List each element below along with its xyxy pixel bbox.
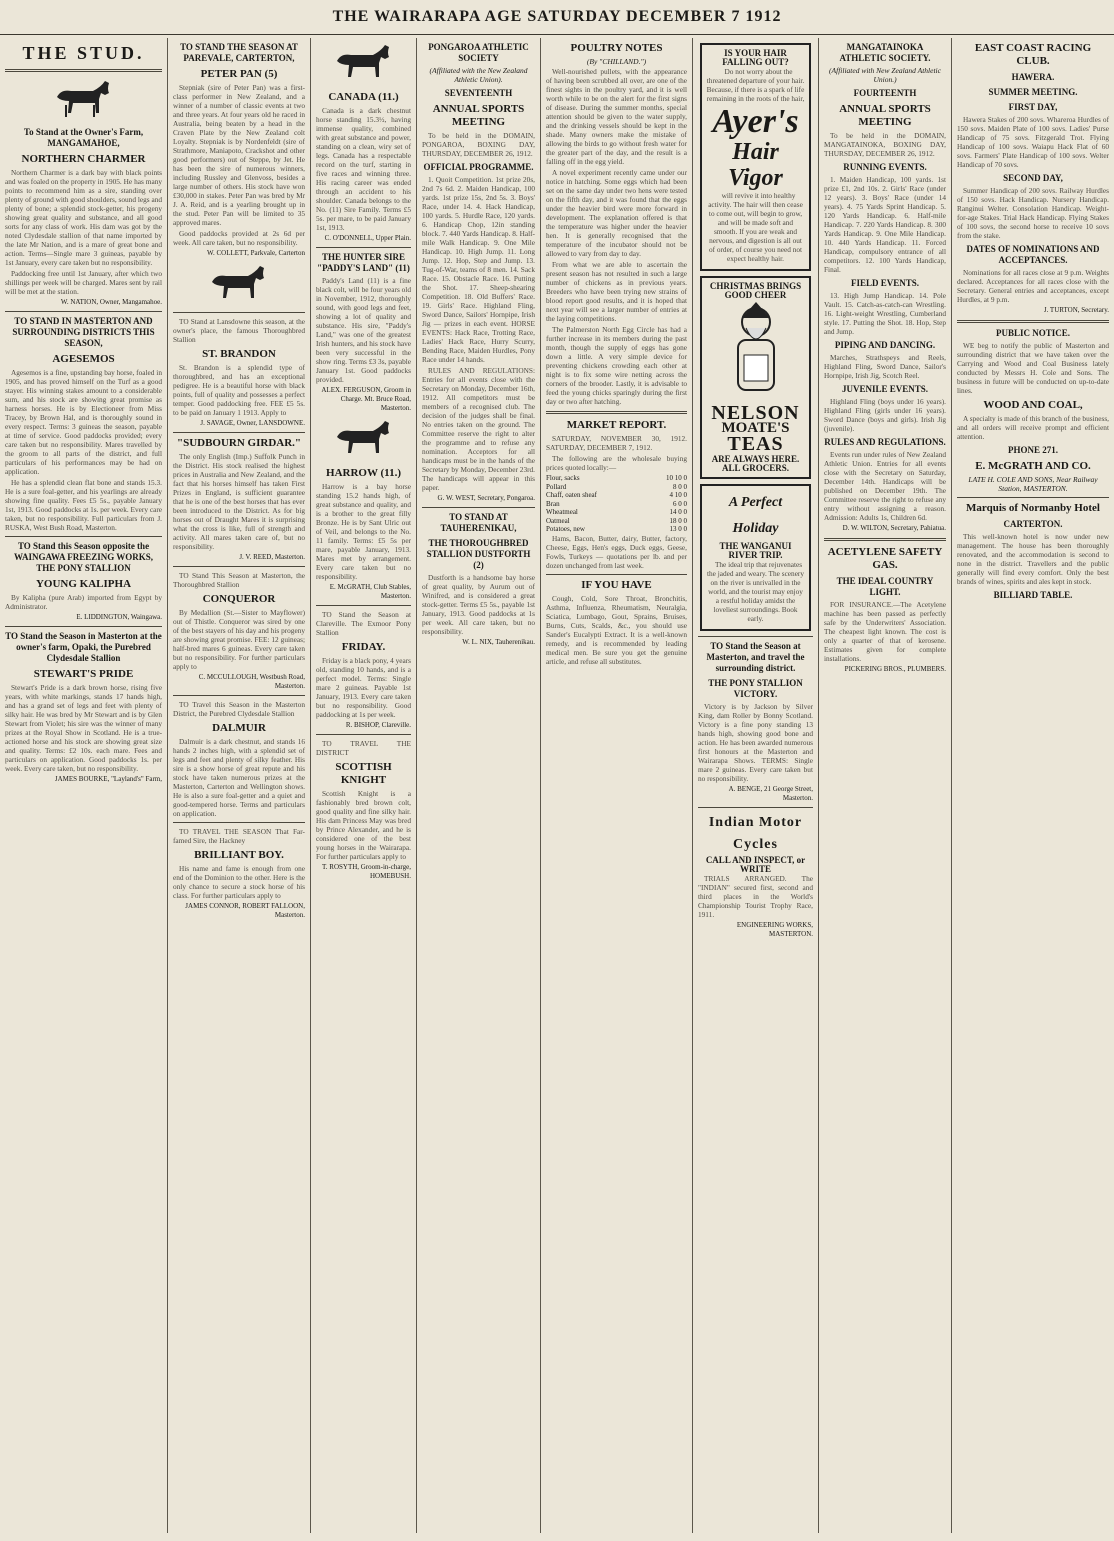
ad-signature: R. BISHOP, Clareville.	[345, 721, 411, 729]
acetylene-sub: THE IDEAL COUNTRY LIGHT.	[836, 576, 934, 597]
horse-illustration	[329, 41, 399, 87]
ad-body: Friday is a black pony, 4 years old, standing 10 hands, and is a perfect model. Terms: Single mare 2 guineas. Payable 1st January, 1913. Every care taken but no responsibility. Good paddocking at 1s per week.	[316, 656, 411, 719]
market-title: MARKET REPORT.	[566, 419, 667, 431]
holiday-title: A Perfect Holiday	[728, 495, 783, 536]
programme-body: 1. Quoit Competition. 1st prize 20s, 2nd 7s 6d. 2. Maiden Handicap, 100 yards. 1st prize 15s, 2nd 5s. 3. Boys' Race, under 14. 4. Hack Handicap, 100 yards. 5. Hurdle Race, 120 yards. 6. Handicap Chop, 12in standing block. 7. 440 Yards Handicap. 8. Half-mile Walk Handicap. 9. One Mile Handicap. 10. High Jump. 11. Long Jump. 12. Hop, Step and Jump. 13. Tug-of-War, teams of 8 men. 14. Sack Race. 15. Obstacle Race. 16. Putting the Shot. 17. Sheep-shearing Competition. 18. Old Buffers' Race. 19. Girls' Race. Highland Fling, Sword Dance, Sailors' Hornpipe, Irish Jig — prizes in each event. HORSE EVENTS: Hack Race, Trotting Race, Ladies' Hack Race, Hurry Scurry, Bending Race, Maiden Hurdles, Pony Race under 14 hands.	[422, 175, 535, 364]
divider	[546, 574, 687, 575]
ad-body: By Kalipha (pure Arab) imported from Egypt by Administrator.	[5, 593, 162, 611]
divider	[173, 432, 305, 433]
price-row	[546, 525, 687, 534]
ad-body: Agesemos is a fine, upstanding bay horse, foaled in 1905, and has proved himself on the Turf as a good stayer. His winning stakes amount to a considerable sum, and his stock are showing great promise as harness horses. He is by Electioneer from Miss Tracey, by Brown Hal, and is thoroughly sound in every respect. Terms: 3 guineas the season, payable at time of service. Good paddocks provided; every care taken but no responsibility. Mares travelled by the groom to all parts of the district, and full particulars of his performances may be had on application.	[5, 368, 162, 476]
ad-signature: JAMES CONNOR, ROBERT FALLOON, Masterton.	[185, 902, 305, 919]
piping-title: PIPING AND DANCING.	[834, 340, 936, 350]
divider	[316, 247, 411, 248]
meeting-title: ANNUAL SPORTS MEETING	[839, 103, 931, 128]
dates-title: DATES OF NOMINATIONS AND ACCEPTANCES.	[966, 244, 1100, 265]
stallion-name: CANADA (11.)	[328, 91, 399, 103]
ad-body: Paddocking free until 1st January, after which two shillings per week will be charged. Mares sent by rail will be met at the station.	[5, 269, 162, 296]
ad-body: St. Brandon is a splendid type of thoroughbred, and has an exceptional pedigree. He is a beautiful horse with black points, full of quality and possesses a perfect temper. Good paddocking free. FEE £5 5s. to be paid on January 1 1913. Apply to	[173, 363, 305, 417]
divider	[173, 312, 305, 313]
indian-sub: CALL AND INSPECT, or WRITE	[705, 855, 806, 874]
ad-body: will revive it into healthy activity. The hair will then cease to come out, will begin to grow, and will be made soft and smooth. If you are weak and nervous, and digestion is all out of order, of course you need not expect healthy hair.	[708, 191, 803, 263]
stallion-name: DALMUIR	[212, 722, 266, 734]
stallion-name: FRIDAY.	[341, 641, 386, 653]
ad-signature: J. V. REED, Masterton.	[239, 553, 305, 561]
society-affiliation: (Affiliated with the New Zealand Athletic Union).	[429, 66, 528, 84]
ad-signature: ALEX. FERGUSON, Groom in Charge. Mt. Bruce Road, Masterton.	[321, 386, 411, 412]
christmas-banner: CHRISTMAS BRINGS GOOD CHEER	[709, 281, 802, 300]
ad-body: Dustforth is a handsome bay horse of great quality, by Aurum out of Winifred, and is considered a great stock-getter. Terms £5 5s., payable 1st January, 1913. Good paddocks at 1s per week. All care taken, but no responsibility.	[422, 573, 535, 636]
ad-body: Dalmuir is a dark chestnut, and stands 16 hands 2 inches high, with a splendid set of legs and feet and plenty of silky feather. His sire is a show horse of great repute and his stock have taken numerous prizes at the Masterton, Carterton and Wellington shows. He is also a sure foal-getter and a quiet and good-tempered horse. Terms and particulars on application.	[173, 737, 305, 818]
column-mangatainoka-sports	[819, 38, 952, 1533]
society-affiliation: (Affiliated with New Zealand Athletic Union.)	[829, 66, 941, 84]
ad-body: Good paddocks provided at 2s 6d per week. All care taken, but no responsibility.	[173, 229, 305, 247]
events-body: Highland Fling (boys under 16 years). Highland Fling (girls under 16 years). Sword Dance (boys and girls). Irish Jig (juvenile).	[824, 397, 946, 433]
ad-signature: J. TURTON, Secretary.	[1043, 306, 1109, 314]
poultry-body: A novel experiment recently came under our notice in hatching. Some eggs which had been set on the same day under two hens were tested on the fifth day, and it was found that the eggs under the heavier bird were more forward in development. The explanation offered is that the temperature was higher under the heavier hen. It is generally recognised that the temperature of the incubator should not be allowed to vary from day to day.	[546, 168, 687, 258]
ayers-hair-vigor-ad	[700, 43, 811, 271]
column-stallions-3	[311, 38, 417, 1533]
divider	[546, 411, 687, 414]
racing-programme: Nominations for all races close at 9 p.m. Weights declared. Acceptances for all races close with the Secretary. General entries and acceptances, except Hurdles, at 9 p.m.	[957, 268, 1109, 304]
field-events-title: FIELD EVENTS.	[850, 278, 920, 288]
meeting-venue: To be held in the DOMAIN, PONGAROA, BOXING DAY, THURSDAY, DECEMBER 26, 1912.	[422, 131, 535, 158]
ad-body: Canada is a dark chestnut horse standing 15.3½, having immense quality, combined with great substance and power, standing on a clean, wiry set of legs. Canada has a respectable record on the turf, starting in five races and winning three. His racing career was ended through an accident to his shoulder. Canada belongs to the No. (11) Sire Family. Terms £5 5s. per mare, to be paid January 1st, 1913.	[316, 106, 411, 232]
ad-body: His name and fame is enough from one end of the Dominion to the other. Here is the only chance to secure a stock horse of his class. For further particulars apply to	[173, 864, 305, 900]
ad-signature: W. COLLETT, Parkvale, Carterton	[207, 249, 305, 257]
nelson-moates-teas-ad	[700, 276, 811, 479]
poultry-body: The Palmerston North Egg Circle has had a further increase in its members during the past month, though the supply of eggs has gone down a little. A very simple device for preventing chickens crowding each other at night is to fix some wire netting across the corners of the brooder. Lastly, it is advisable to feed the young chicks sparingly during the first day or two after hatching.	[546, 325, 687, 406]
price-table	[546, 474, 687, 534]
events-body: 1. Maiden Handicap, 100 yards. 1st prize £1, 2nd 10s. 2. Girls' Race (under 12 years). 3. Boys' Race (under 14 years). 4. 75 Yards Sprint Handicap. 5. 120 Yards Handicap. 6. Half-mile Handicap. 7. 220 Yards Handicap. 8. 300 Yards Handicap. 9. One Mile Handicap. 10. 440 Yards Handicap. 11. Forced Handicap, compulsory entrance of all competitors. 12. 100 Yards Handicap, Final.	[824, 175, 946, 274]
ad-body: The only English (Imp.) Suffolk Punch in the District. His stock realised the highest prices in Australia and New Zealand, and the fact that his horses himself has taken First Prizes in England, is sufficient guarantee that he is one of the best horses that has ever been introduced to the District. As for big horses out of Draught Mares it is surprising what the cross is like, full of strength and activity. All mares taken care of, but no responsibility.	[173, 452, 305, 551]
second-day-title: SECOND DAY,	[1003, 173, 1063, 183]
price-value: 14 0 0	[669, 508, 687, 516]
column-advertisements	[693, 38, 819, 1533]
billiard-table: BILLIARD TABLE.	[993, 590, 1073, 600]
meeting-title: SUMMER MEETING.	[988, 87, 1078, 97]
stallion-name: NORTHERN CHARMER	[21, 153, 146, 165]
stallion-name: SCOTTISH KNIGHT	[335, 761, 392, 786]
ad-signature: JAMES BOURKE, "Layland's" Farm,	[54, 775, 162, 783]
ad-body: Northern Charmer is a dark bay with black points and was foaled on the property in 1905. He has many points to recommend him as a sire, standing over plenty of ground with good shoulders, sound legs and plenty of bone; a splendid stock-getter, his progeny showing great quality and substance, and all good sorts for any class of work. His dam was got by the noted Clydesdale stallion of that name imported by the late Mr Nation, and is a mare of great bone and action. Terms—Single mare 3 guineas, payable by 1st January, every care taken but no responsibility.	[5, 168, 162, 267]
ad-signature: PICKERING BROS., PLUMBERS.	[844, 665, 946, 673]
ad-signature: W. L. NIX, Tauherenikau.	[462, 638, 535, 646]
ad-body: Scottish Knight is a fashionably bred brown colt, good quality and fine silky hair. His dam Princess May was bred by Prince Alexander, and he is considered one of the best young horses in the Wairarapa. For further particulars apply to	[316, 789, 411, 861]
column-stud	[0, 38, 168, 1533]
ad-heading: To Stand at the Owner's Farm, MANGAMAHOE,	[23, 127, 144, 148]
stallion-name: YOUNG KALIPHA	[35, 578, 132, 590]
club-name: EAST COAST RACING CLUB.	[974, 42, 1092, 67]
stockist: ALL GROCERS.	[721, 463, 790, 473]
wood-coal-title: WOOD AND COAL,	[983, 399, 1083, 411]
ad-signature: T. ROSYTH, Groom-in-charge, HOMEBUSH.	[322, 863, 411, 880]
ad-body: TO TRAVEL THE DISTRICT	[316, 739, 411, 757]
running-events-title: RUNNING EVENTS.	[843, 162, 927, 172]
teas-logo: TEAS	[727, 433, 784, 455]
stallion-name: STEWART'S PRIDE	[33, 668, 134, 680]
stallion-name: THE PONY STALLION VICTORY.	[708, 678, 803, 699]
divider	[957, 497, 1109, 498]
market-intro: The following are the wholesale buying prices quoted locally:—	[546, 454, 687, 472]
ad-signature: G. W. WEST, Secretary, Pongaroa.	[437, 494, 535, 502]
ad-signature: C. MCCULLOUGH, Westbush Road, Masterton.	[198, 673, 305, 690]
section-title-stud: THE STUD.	[22, 43, 145, 63]
price-item: Wheatmeal	[546, 508, 578, 516]
racing-programme: Summer Handicap of 200 sovs. Railway Hurdles of 150 sovs. Hack Handicap. Nursery Handicap. Ranginui Welter. Consolation Handicap. Weight-for-age Stakes. Trial Hack Handicap. Flying Stakes of 100 sovs, the second horse to receive 10 sovs from the stake.	[957, 186, 1109, 240]
meeting-title: ANNUAL SPORTS MEETING	[432, 103, 525, 128]
price-row	[546, 500, 687, 509]
ad-heading: TO Stand the Season in Masterton at the owner's farm, Opaki, the Purebred Clydesdale Stallion	[5, 631, 162, 663]
hotel-body: This well-known hotel is now under new management. The house has been thoroughly renovated, and the accommodation is second to none in the district. Travellers and the public generally will find every comfort. Only the best brands of wines, spirits and ales kept in stock.	[957, 532, 1109, 586]
ad-heading: TO Stand the Season at Masterton, and travel the surrounding district.	[706, 641, 805, 673]
hotel-location: CARTERTON.	[1003, 519, 1063, 529]
divider	[173, 566, 305, 567]
divider	[5, 626, 162, 627]
ad-body: Paddy's Land (11) is a fine black colt, will be four years old in November, 1912, thoroughly sound, with good legs and feet, showing a lot of quality and substance. His sire, "Paddy's Land," was one of the greatest Irish hunters, and his stock have been very successful in the show ring. Terms £3 3s, payable January 1st. Good paddocks provided.	[316, 276, 411, 384]
divider	[5, 69, 162, 72]
moates-logo: MOATE'S	[721, 420, 790, 436]
ad-heading: TO STAND THE SEASON AT PAREVALE, CARTERTON,	[180, 42, 298, 63]
price-value: 4 10 0	[669, 491, 687, 499]
ad-signature: J. SAVAGE, Owner, LANSDOWNE.	[200, 419, 305, 427]
wanganui-title: THE WANGANUI RIVER TRIP.	[719, 541, 792, 560]
ad-heading: TO STAND AT TAUHERENIKAU,	[440, 512, 517, 533]
price-value: 18 0 0	[669, 516, 687, 525]
ad-heading: TO Stand this Season opposite the WAINGAWA FREEZING WORKS, THE PONY STALLION	[13, 541, 154, 573]
divider	[316, 734, 411, 735]
hotel-name: Marquis of Normanby Hotel	[966, 502, 1100, 514]
ad-body: Stepniak (sire of Peter Pan) was a first-class performer in New Zealand, and a winner of a number of classic events at two and three years. At four years old he raced in Australia, being beaten by a head in the Craven Plate by the New Zealand colt Loyalty. Stepniak is by Nordenfeldt (sire of Strathmore, Maniapoto, Crackshot and other good performers) out of Steppe, by Jet. He has been the sire of numerous winners, including Russley and Glenvoss, besides a large number of others. His stock have won £30,000 in stakes. Peter Pan was bred by Mr J. A. Reid, and is a yearling brought up in the stud. Peter Pan will be limited to 35 approved mares.	[173, 83, 305, 227]
notice-body: A specialty is made of this branch of the business, and all orders will receive prompt and efficient attention.	[957, 414, 1109, 441]
price-row	[546, 517, 687, 526]
poultry-byline: (By "CHILLAND.")	[586, 57, 647, 66]
column-poultry-market	[541, 38, 693, 1533]
remedy-ad-title: IF YOU HAVE	[581, 578, 652, 591]
programme-title: OFFICIAL PROGRAMME.	[423, 162, 534, 172]
ad-body: TO Stand This Season at Masterton, the Thoroughbred Stallion	[173, 571, 305, 589]
ad-body: Victory is by Jackson by Silver King, dam Roller by Bonny Scotland. Victory is a fine pony standing 13 hands high, showing good bone and action. He has been awarded numerous first honours at the Masterton and Wairarapa Shows. TERMS: Single mare 2 guineas. Every care taken but no responsibility.	[698, 702, 813, 783]
divider	[173, 695, 305, 696]
hair-vigor-logo: Hair Vigor	[728, 139, 783, 191]
society-name: PONGAROA ATHLETIC SOCIETY	[428, 42, 529, 63]
masthead: THE WAIRARAPA AGE SATURDAY DECEMBER 7 1912	[0, 0, 1114, 35]
price-item: Pollard	[546, 482, 567, 491]
ad-body: TO TRAVEL THE SEASON That Far-famed Sire, the Hackney	[173, 827, 305, 845]
market-date: SATURDAY, NOVEMBER 30, 1912. SATURDAY, DECEMBER 7, 1912.	[546, 434, 687, 452]
mcgrath-address: LATE H. COLE AND SONS, Near Railway Station, MASTERTON.	[968, 475, 1098, 493]
ad-body: TRIALS ARRANGED. The "INDIAN" secured first, second and third places in the World's Championship Tourist Trophy Race, 1911.	[698, 874, 813, 919]
events-body: 13. High Jump Handicap. 14. Pole Vault. 15. Catch-as-catch-can Wrestling. 16. Light-weight Wrestling, Cumberland style. 17. Putting the Shot. 18. Hop, Step and Jump.	[824, 291, 946, 336]
rules-title: RULES AND REGULATIONS.	[824, 437, 946, 447]
stallion-name: THE THOROUGHBRED STALLION DUSTFORTH (2)	[426, 538, 531, 570]
price-row	[546, 474, 687, 483]
price-item: Chaff, oaten sheaf	[546, 491, 597, 499]
club-location: HAWERA.	[1011, 72, 1055, 82]
ad-heading: TO STAND IN MASTERTON AND SURROUNDING DISTRICTS THIS SEASON,	[12, 316, 155, 348]
ad-signature: E. McGRATH, Club Stables, Masterton.	[329, 583, 411, 600]
price-value: 8 0 0	[673, 482, 687, 491]
ad-body: TO Stand at Lansdowne this season, at the owner's place, the famous Thoroughbred Stallion	[173, 317, 305, 344]
indian-motor-cycles-logo: Indian Motor Cycles	[708, 815, 803, 852]
column-pongaroa-sports	[417, 38, 541, 1533]
society-name: MANGATAINOKA ATHLETIC SOCIETY.	[839, 42, 931, 63]
price-item: Bran	[546, 499, 560, 508]
meeting-ordinal: FOURTEENTH	[853, 88, 917, 98]
meeting-venue: To be held in the DOMAIN, MANGATAINOKA, BOXING DAY, THURSDAY, DECEMBER 26, 1912.	[824, 131, 946, 158]
tagline: ARE ALWAYS HERE.	[711, 454, 800, 464]
ad-body: Do not worry about the threatened departure of your hair. Because, if there is a spark of life remaining in the roots of the hair,	[706, 67, 805, 103]
public-notice-title: PUBLIC NOTICE.	[995, 328, 1070, 338]
rules-body: Events run under rules of New Zealand Athletic Union. Entries for all events close with the Secretary on Saturday, December 14th. Handicaps will be published on December 19th. The Committee reserve the right to refuse any entry without assigning a reason. Admission: Adults 1s, Children 6d.	[824, 450, 946, 522]
ad-body: By Medallion (St.—Sister to Mayflower) out of Thistle. Conqueror was sired by one of the best stayers of his day and his progeny are showing great promise. FEE: 12 guineas; half-bred mares 6 guineas. Every care taken but no responsibility. For further particulars apply to	[173, 608, 305, 671]
meeting-ordinal: SEVENTEENTH	[444, 88, 513, 98]
ad-signature: C. O'DONNELL, Upper Plain.	[324, 234, 411, 242]
stallion-name: PETER PAN (5)	[200, 68, 278, 80]
nelson-logo: NELSON	[711, 402, 800, 424]
ad-signature: A. BENGE, 21 George Street, Masterton.	[728, 785, 813, 802]
price-value: 10 10 0	[666, 474, 687, 482]
ad-body: Stewart's Pride is a dark brown horse, rising five years, with white markings, stands 17 hands high, and has a grand set of legs and feet with plenty of silky hair. He was bred by Mr Stewart and is by Glen Stewart from Violet; his sire was the winner of many prizes at the Royal Show in Scotland. He is a true-actioned horse and his stock are showing great size and quality. Terms: £2 10s. each mare. Fees and particulars on application. Good paddocks 1s. per week. Every care taken, but no responsibility.	[5, 683, 162, 773]
ad-signature: W. NATION, Owner, Mangamahoe.	[60, 298, 162, 306]
horse-illustration	[49, 77, 119, 123]
divider	[316, 605, 411, 606]
stallion-name: ST. BRANDON	[202, 348, 276, 360]
racing-programme: Hawera Stakes of 200 sovs. Whareroa Hurdles of 150 sovs. Maiden Plate of 100 sovs. Ladies' Purse Handicap of 75 sovs. Fitzgerald Trot. Flying Handicap of 100 sovs. Waiapu Hack Flat of 60 sovs. Farmers' Plate Handicap of 100 sovs. Welter Handicap of 70 sovs.	[957, 115, 1109, 169]
divider	[422, 507, 535, 508]
hair-question: IS YOUR HAIR FALLING OUT?	[722, 48, 789, 67]
ad-body: Harrow is a bay horse standing 15.2 hands high, of great substance and quality, and is a brother to the great filly Bronze. He is by Sant Ulric out of Veil, and belongs to the No. 11 family. Terms: £5 5s per mare, payable January, 1913. Mares met by arrangement. Every care taken but no responsibility.	[316, 482, 411, 581]
ad-body: TO Travel this Season in the Masterton District, the Purebred Clydesdale Stallion	[173, 700, 305, 718]
ad-body: FOR INSURANCE.—The Acetylene machine has been passed as perfectly safe by the Underwriters' Association. The cheapest light known. The cost is only a quarter of that of kerosene. Estimates given for complete installations.	[824, 600, 946, 663]
juvenile-title: JUVENILE EVENTS.	[841, 384, 929, 394]
stallion-name: BRILLIANT BOY.	[194, 849, 284, 861]
wanganui-river-ad	[700, 484, 811, 631]
divider	[5, 311, 162, 312]
santa-claus-illustration	[716, 300, 796, 400]
horse-illustration	[204, 262, 274, 308]
price-row	[546, 491, 687, 500]
divider	[957, 320, 1109, 323]
acetylene-title: ACETYLENE SAFETY GAS.	[827, 546, 943, 571]
price-value: 13 0 0	[669, 525, 687, 533]
remedy-ad-body: Cough, Cold, Sore Throat, Bronchitis, Asthma, Influenza, Rheumatism, Neuralgia, Sciatica, Lumbago, Gout, Sprains, Bruises, Burns, Cuts, Scalds, &c., you should use Sander's Eucalypti Extract. It is a well-known remedy, and is recommended by leading medical men. Be sure you get the genuine article, and refuse all substitutes.	[546, 593, 687, 666]
divider	[698, 807, 813, 808]
mcgrath-company: E. McGRATH AND CO.	[975, 460, 1091, 472]
divider	[173, 822, 305, 823]
phone-number: PHONE 271.	[1007, 445, 1058, 455]
poultry-body: Well-nourished pullets, with the appearance of having been scrubbed all over, are one of the finest sights in the poultry yard, and it is well worth while to be on the alert for the first signs of disease. During the summer months, special attention should be given to the water supply, and the drinking vessels should be kept in the shade. Many owners make the mistake of allowing the birds to go without fresh water for the greater part of the day, and the result is a falling off in the egg yield.	[546, 67, 687, 166]
stallion-name: AGESEMOS	[52, 353, 115, 365]
poultry-title: POULTRY NOTES	[570, 42, 663, 54]
divider	[5, 536, 162, 537]
ad-signature: D. W. WILTON, Secretary, Pahiatua.	[842, 524, 946, 532]
events-body: Marches, Strathspeys and Reels, Highland Fling, Sword Dance, Sailor's Hornpipe, Irish Jig, Scotch Reel.	[824, 353, 946, 380]
poultry-body: From what we are able to ascertain the present season has not resulted in such a large number of chickens as in previous years. Breeders who have been trying new strains of blood report good results, and it is hoped that next year will see a larger number of entries at the laying competitions.	[546, 260, 687, 323]
stallion-name: CONQUEROR	[202, 593, 276, 605]
notice-body: WE beg to notify the public of Masterton and surrounding district that we have taken over the Carrying and Wood and Coal Business lately conducted by Messrs H. Cole and Sons. The business in future will be conducted on up-to-date lines.	[957, 341, 1109, 395]
price-item: Potatoes, new	[546, 525, 585, 533]
ad-body: The ideal trip that rejuvenates the jaded and weary. The scenery on the river is unrivalled in the world, and the tourist may enjoy a restful holiday amidst the loveliest surroundings. Book early.	[706, 560, 805, 623]
ad-signature: E. LIDDINGTON, Waingawa.	[76, 613, 162, 621]
horse-illustration	[329, 417, 399, 463]
column-stallions-2	[168, 38, 311, 1533]
stallion-name: "SUDBOURN GIRDAR."	[176, 437, 302, 449]
price-item: Oatmeal	[546, 516, 570, 525]
ad-body: He has a splendid clean flat bone and stands 15.3. He is a sure foal-getter, and his yearlings are already showing fine quality. Fees £5 5s., payable January 1st, 1913. Good paddocks at 1s. per week. Every care taken, but no responsibility. Full particulars from J. RUSKA, West Bush Road, Masterton.	[5, 478, 162, 532]
market-body: Hams, Bacon, Butter, dairy, Butter, factory, Cheese, Eggs, Hen's eggs, Duck eggs, Geese, Fowls, Turkeys — quotations per lb. and per dozen unchanged from last week.	[546, 533, 687, 570]
price-value: 6 0 0	[673, 499, 687, 508]
ad-body: TO Stand the Season at Clareville. The Exmoor Pony Stallion	[316, 610, 411, 637]
ayers-logo: Ayer's	[712, 103, 799, 140]
stallion-name: HARROW (11.)	[326, 467, 401, 479]
price-row	[546, 508, 687, 517]
divider	[824, 538, 946, 541]
programme-body: RULES AND REGULATIONS: Entries for all events close with the Secretary on Monday, December 16th, 1912. All competitors must be members of a recognised club. The decision of the judges shall be final. No entries taken on the ground. The Committee reserve the right to alter the programme and to refuse any nomination. Acceptors for all handicaps must be in the hands of the Secretary by Monday, December 23rd. The handicaps will appear in this paper.	[422, 366, 535, 492]
first-day-title: FIRST DAY,	[1008, 102, 1058, 112]
price-item: Flour, sacks	[546, 474, 580, 482]
divider	[698, 636, 813, 637]
ad-signature: ENGINEERING WORKS, MASTERTON.	[736, 921, 813, 938]
price-row	[546, 483, 687, 492]
stallion-name: THE HUNTER SIRE "PADDY'S LAND" (11)	[317, 252, 410, 273]
column-racing-club	[952, 38, 1114, 1533]
